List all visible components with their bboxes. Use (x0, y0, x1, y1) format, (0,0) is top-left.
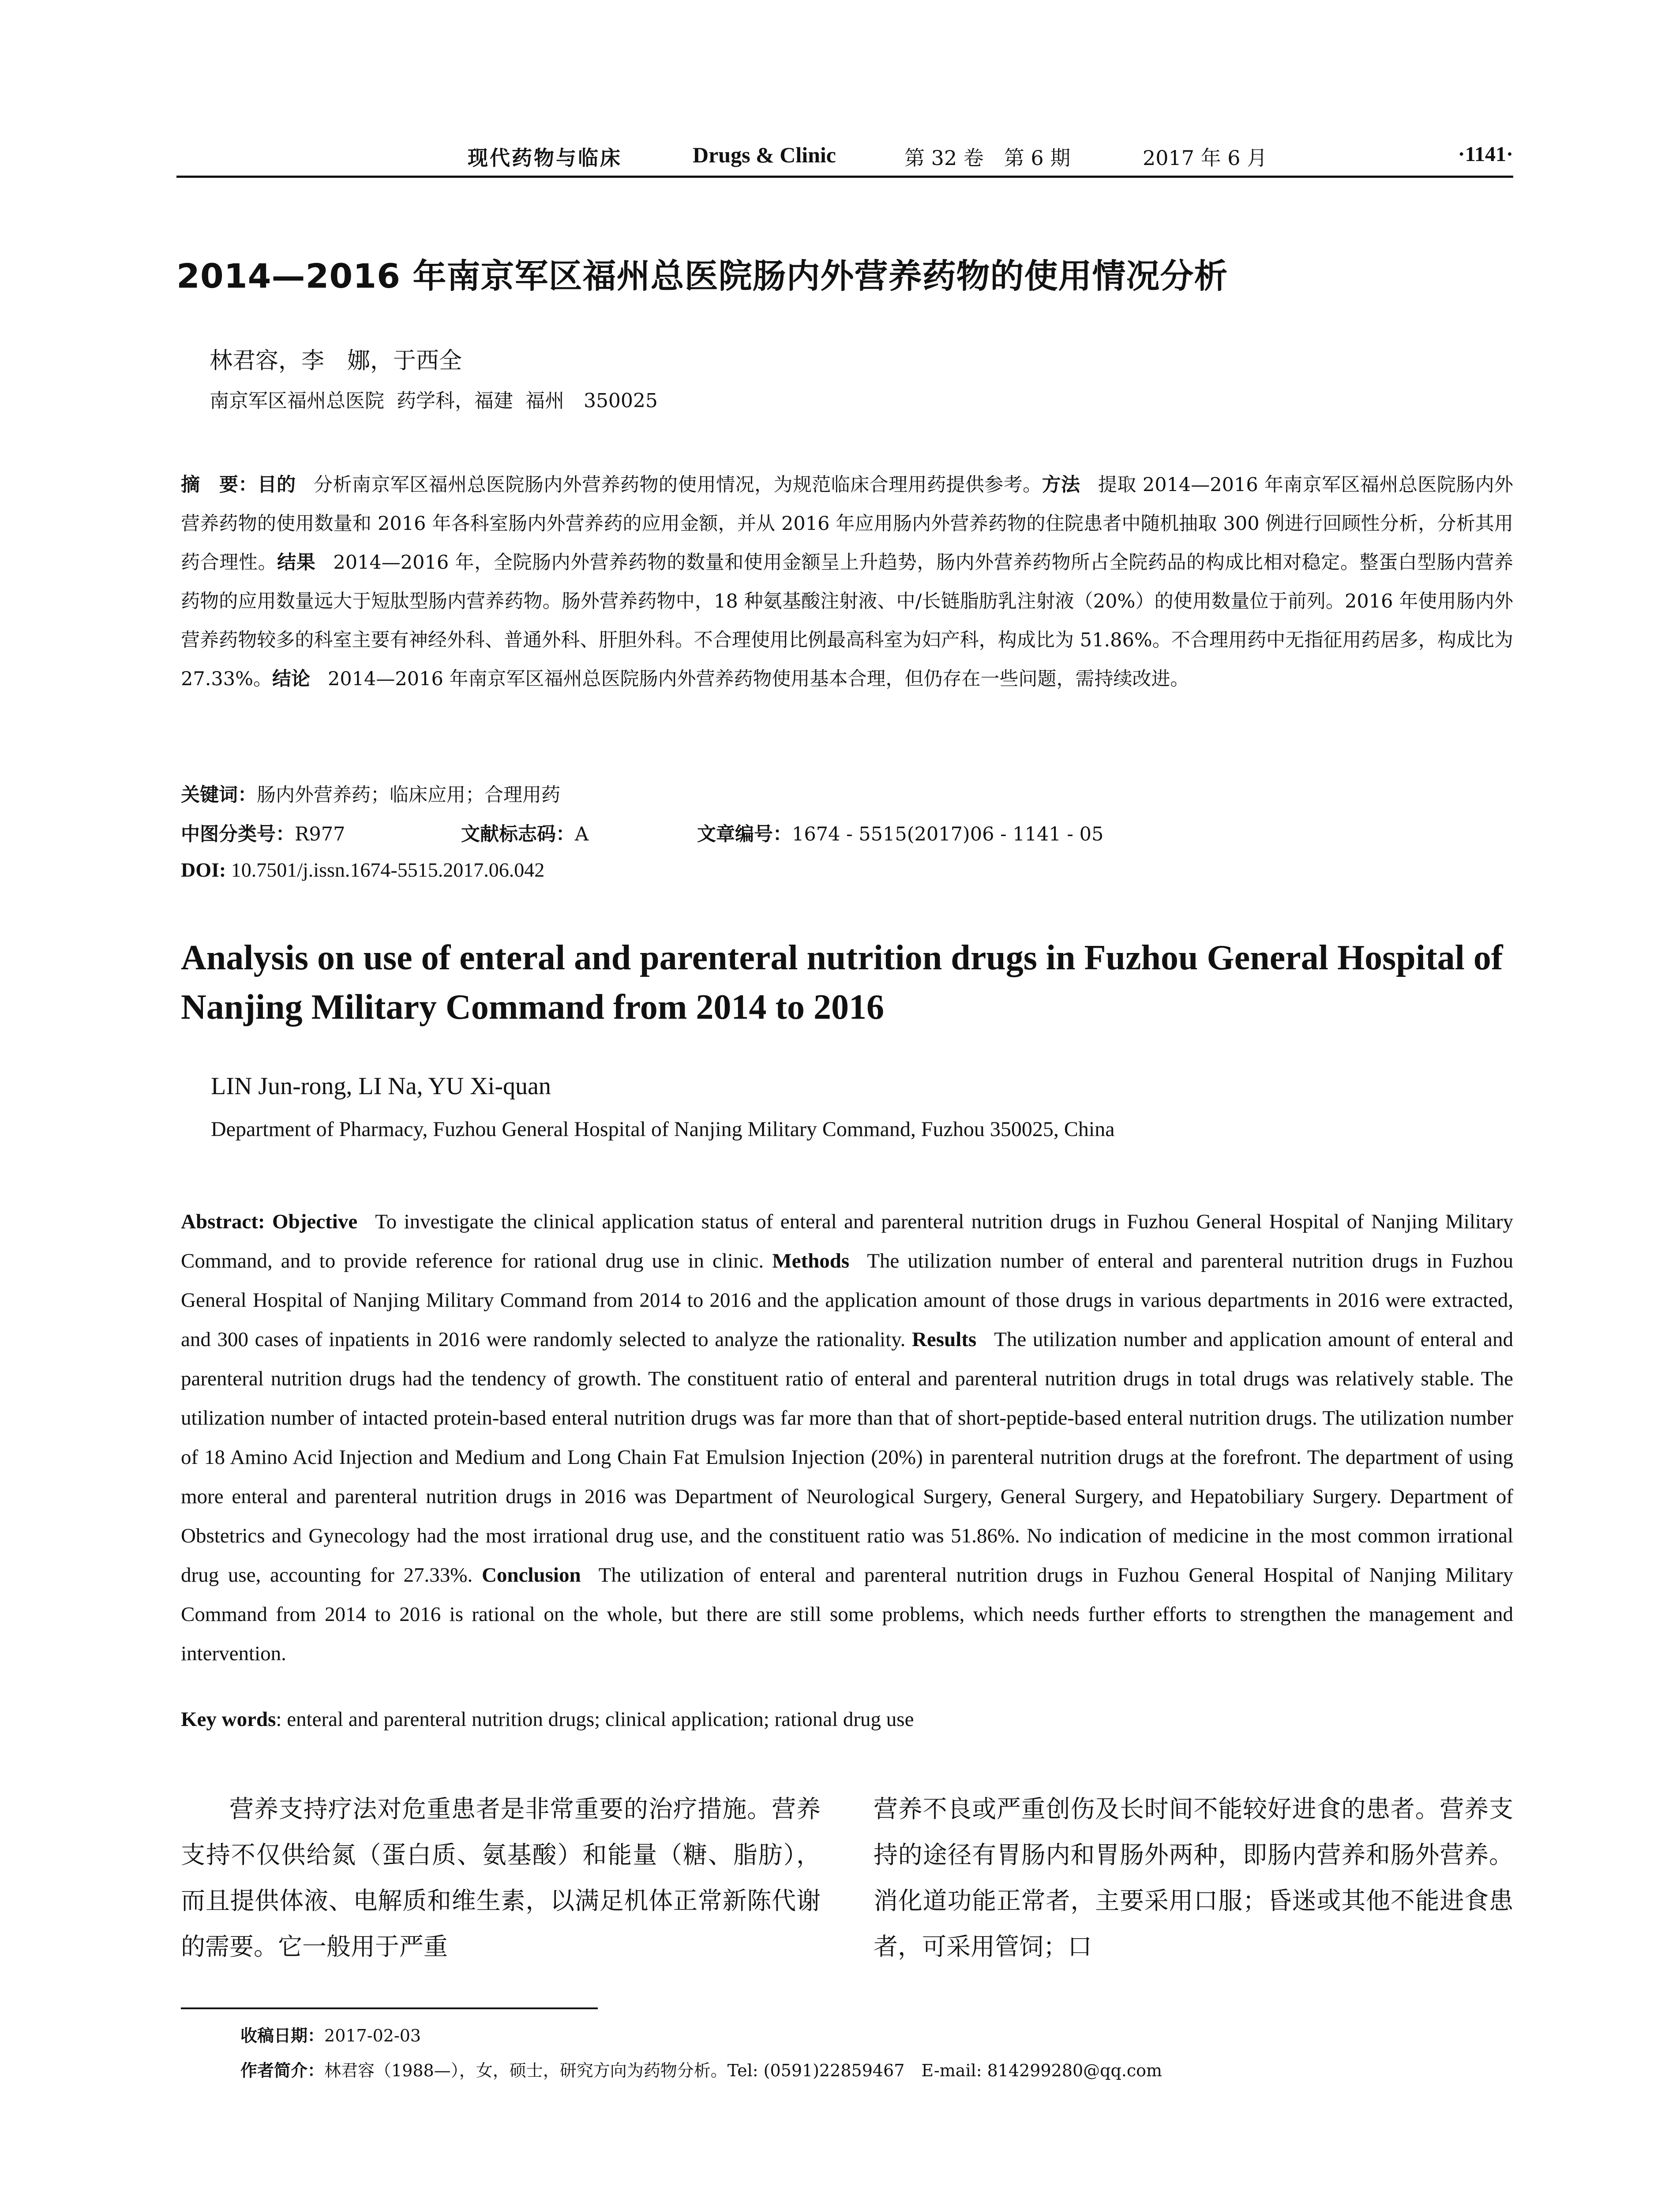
keywords-cn-label: 关键词： (181, 784, 257, 806)
author-bio-label: 作者简介： (240, 2061, 325, 2080)
methods-en-label: Methods (772, 1249, 850, 1272)
body-column-right: 营养不良或严重创伤及长时间不能较好进食的患者。营养支持的途径有胃肠内和胃肠外两种，即肠内营养和肠外营养。消化道功能正常者，主要采用口服；昏迷或其他不能进食患者，可采用管饲；口 (874, 1795, 1513, 1961)
article-no-label: 文章编号： (697, 823, 792, 845)
objective-cn-label: 目的 (257, 474, 296, 496)
results-en-label: Results (911, 1328, 977, 1351)
affiliation-en: Department of Pharmacy, Fuzhou General Hospital of Nanjing Military Command, Fuzhou 350025, China (211, 1118, 1115, 1141)
results-en: The utilization number and application amount of enteral and parenteral nutrition drugs had the tendency of growth. The constituent ratio of enteral and parenteral nutrition drugs in total drugs was relatively stable. The utilization number of intacted protein-based enteral nutrition drugs was far more than that of short-peptide-based enteral nutrition drugs. The utilization number of 18 Amino Acid Injection and Medium and Long Chain Fat Emulsion Injection (20%) in parenteral nutrition drugs at the forefront. The department of using more enteral and parenteral nutrition drugs in 2016 was Department of Neurological Surgery, General Surgery, and Hepatobiliary Surgery. Department of Obstetrics and Gynecology had the most irrational drug use, and the constituent ratio was 51.86%. No indication of medicine in the most common irrational drug use, accounting for 27.33%. (181, 1328, 1514, 1587)
page-number: ·1141· (1458, 143, 1513, 166)
authors-en: LIN Jun-rong, LI Na, YU Xi-quan (211, 1073, 551, 1100)
methods-en: The utilization number of enteral and parenteral nutrition drugs in Fuzhou General Hospital of Nanjing Military Command from 2014 to 2016 and the application amount of those drugs in various departments in 2016 were extracted, and 300 cases of inpatients in 2016 were randomly selected to analyze the rationality. (181, 1249, 1514, 1351)
abstract-en-label: Abstract: (181, 1210, 265, 1233)
conclusion-en-label: Conclusion (481, 1564, 581, 1587)
doi-line (181, 858, 544, 882)
journal-name-en: Drugs & Clinic (693, 143, 836, 167)
keywords-en-text: : enteral and parenteral nutrition drugs; clinical application; rational drug use (276, 1708, 914, 1731)
doc-code-label: 文献标志码： (461, 823, 575, 845)
doi-value: 10.7501/j.issn.1674-5515.2017.06.042 (231, 859, 545, 881)
methods-cn: 提取 2014—2016 年南京军区福州总医院肠内外营养药物的使用数量和 2016 年各科室肠内外营养药的应用金额，并从 2016 年应用肠内外营养药物的住院患者中随机抽取 300 例进行回顾性分析，分析其用药合理性。 (181, 474, 1514, 574)
keywords-cn-text: 肠内外营养药；临床应用；合理用药 (257, 784, 560, 806)
received-date: 2017-02-03 (324, 2026, 421, 2045)
clc-label: 中图分类号： (181, 823, 295, 845)
abstract-cn (181, 465, 1513, 698)
conclusion-cn: 2014—2016 年南京军区福州总医院肠内外营养药物使用基本合理，但仍存在一些问题，需持续改进。 (327, 668, 1189, 690)
footnote-rule (181, 2007, 598, 2009)
title-en: Analysis on use of enteral and parenteral nutrition drugs in Fuzhou General Hospital of Nanjing Military Command from 2014 to 2016 (181, 938, 1503, 1027)
keywords-en-label: Key words (181, 1708, 276, 1731)
issue-date: 2017 年 6 月 (1143, 146, 1268, 170)
conclusion-en: The utilization of enteral and parenteral nutrition drugs in Fuzhou General Hospital of Nanjing Military Command from 2014 to 2016 is rational on the whole, but there are still some problems, which needs further efforts to strengthen the management and intervention. (181, 1564, 1514, 1665)
objective-cn: 分析南京军区福州总医院肠内外营养药物的使用情况，为规范临床合理用药提供参考。 (313, 474, 1042, 496)
objective-en-label: Objective (272, 1210, 358, 1233)
article-no-value: 1674 - 5515(2017)06 - 1141 - 05 (792, 823, 1104, 845)
author-bio-text: 林君容（1988—），女，硕士，研究方向为药物分析。Tel: (0591)22859467 E-mail: 814299280@qq.com (324, 2061, 1162, 2080)
authors-cn: 林君容，李 娜，于西全 (210, 348, 462, 374)
results-cn: 2014—2016 年，全院肠内外营养药物的数量和使用金额呈上升趋势，肠内外营养药物所占全院药品的构成比相对稳定。整蛋白型肠内营养药物的应用数量远大于短肽型肠内营养药物。肠外营养药物中，18 种氨基酸注射液、中/长链脂肪乳注射液（20%）的使用数量位于前列。2016 年使用肠内外营养药物较多的科室主要有神经外科、普通外科、肝胆外科。不合理使用比例最高科室为妇产科，构成比为 51.86%。不合理用药中无指征用药居多，构成比为 27.33%。 (181, 552, 1514, 690)
journal-name-cn: 现代药物与临床 (468, 146, 622, 170)
footnote-author-bio (240, 2057, 1162, 2081)
conclusion-cn-label: 结论 (272, 668, 310, 690)
methods-cn-label: 方法 (1042, 474, 1080, 496)
abstract-cn-label: 摘 要： (181, 474, 258, 496)
doc-code-value: A (575, 823, 589, 845)
title-cn: 2014—2016 年南京军区福州总医院肠内外营养药物的使用情况分析 (176, 256, 1228, 296)
running-header (176, 140, 1513, 178)
volume-issue: 第 32 卷 第 6 期 (904, 146, 1071, 170)
received-label: 收稿日期： (240, 2026, 325, 2045)
clc-value: R977 (295, 823, 345, 845)
objective-en: To investigate the clinical application status of enteral and parenteral nutrition drugs in Fuzhou General Hospital of Nanjing Military Command, and to provide reference for rational drug use in clinic. (181, 1210, 1514, 1272)
body-column-left: 营养支持疗法对危重患者是非常重要的治疗措施。营养支持不仅供给氮（蛋白质、氨基酸）和能量（糖、脂肪），而且提供体液、电解质和维生素，以满足机体正常新陈代谢的需要。它一般用于严重 (181, 1795, 821, 1961)
footnote-received (240, 2022, 421, 2046)
affiliation-cn: 南京军区福州总医院 药学科，福建 福州 350025 (210, 390, 658, 412)
abstract-en (181, 1202, 1513, 1673)
results-cn-label: 结果 (277, 552, 316, 574)
keywords-cn (181, 780, 560, 807)
classification-line (181, 819, 1513, 846)
keywords-en (181, 1707, 914, 1731)
doi-label: DOI: (181, 859, 226, 881)
